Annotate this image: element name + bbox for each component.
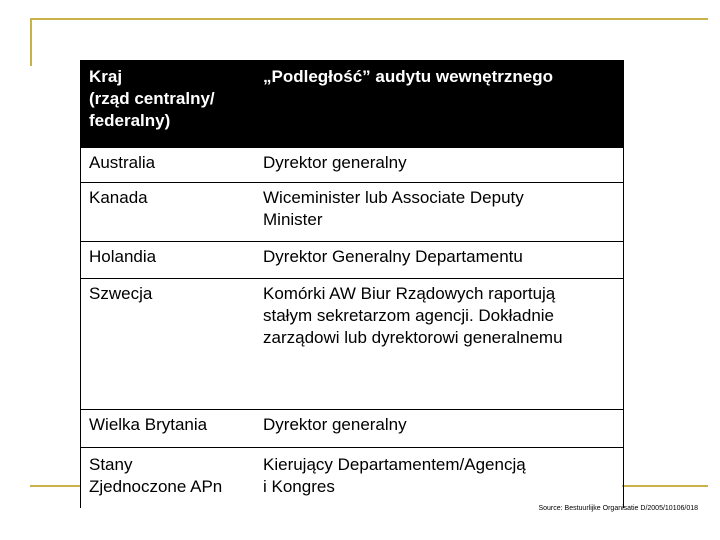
reports-to-line: Minister: [263, 210, 323, 229]
country-line: Stany: [89, 455, 133, 474]
reports-to-line: Dyrektor Generalny Departamentu: [263, 247, 523, 266]
reports-to-line: zarządowi lub dyrektorowi generalnemu: [263, 328, 563, 347]
reports-to-cell: [257, 279, 623, 409]
decorative-line-top: [30, 18, 708, 20]
reports-to-cell: [257, 410, 623, 447]
reports-to-line: stałym sekretarzom agencji. Dokładnie: [263, 306, 555, 325]
reports-to-cell: [257, 242, 623, 278]
header-reporting: „Podległość” audytu wewnętrznego: [263, 67, 553, 86]
reports-to-line: i Kongres: [263, 477, 335, 496]
audit-reporting-table: [80, 60, 624, 508]
reports-to-cell: [257, 183, 623, 241]
country-line: Wielka Brytania: [89, 415, 208, 434]
country-line: Zjednoczone APn: [89, 477, 223, 496]
reports-to-line: Kierujący Departamentem/Agencją: [263, 455, 526, 474]
decorative-line-left: [30, 18, 32, 66]
country-line: Szwecja: [89, 284, 153, 303]
table-header-row: [81, 61, 623, 148]
header-country: [81, 61, 257, 147]
country-line: Holandia: [89, 247, 157, 266]
table-row: [81, 183, 623, 242]
country-line: Australia: [89, 153, 156, 172]
reports-to-line: Wiceminister lub Associate Deputy: [263, 188, 524, 207]
table-row: [81, 242, 623, 279]
header-country-line: federalny): [89, 111, 171, 130]
reports-to-cell: [257, 448, 623, 508]
table-row: [81, 410, 623, 448]
header-country-line: Kraj: [89, 67, 123, 86]
table-row: [81, 148, 623, 183]
reports-to-cell: [257, 148, 623, 182]
reports-to-line: Komórki AW Biur Rządowych raportują: [263, 284, 556, 303]
table-row: [81, 448, 623, 508]
reports-to-line: Dyrektor generalny: [263, 153, 407, 172]
decorative-line-bottom-right: [622, 485, 708, 487]
reports-to-line: Dyrektor generalny: [263, 415, 407, 434]
country-cell: [81, 183, 257, 241]
country-cell: [81, 148, 257, 182]
source-citation: Source: Bestuurlijke Organisatie D/2005/10106/018: [538, 505, 698, 512]
country-cell: [81, 242, 257, 278]
header-country-line: (rząd centralny/: [89, 89, 215, 108]
country-line: Kanada: [89, 188, 148, 207]
country-cell: [81, 410, 257, 447]
table-row: [81, 279, 623, 410]
country-cell: [81, 279, 257, 409]
decorative-line-bottom-left: [30, 485, 80, 487]
country-cell: [81, 448, 257, 508]
